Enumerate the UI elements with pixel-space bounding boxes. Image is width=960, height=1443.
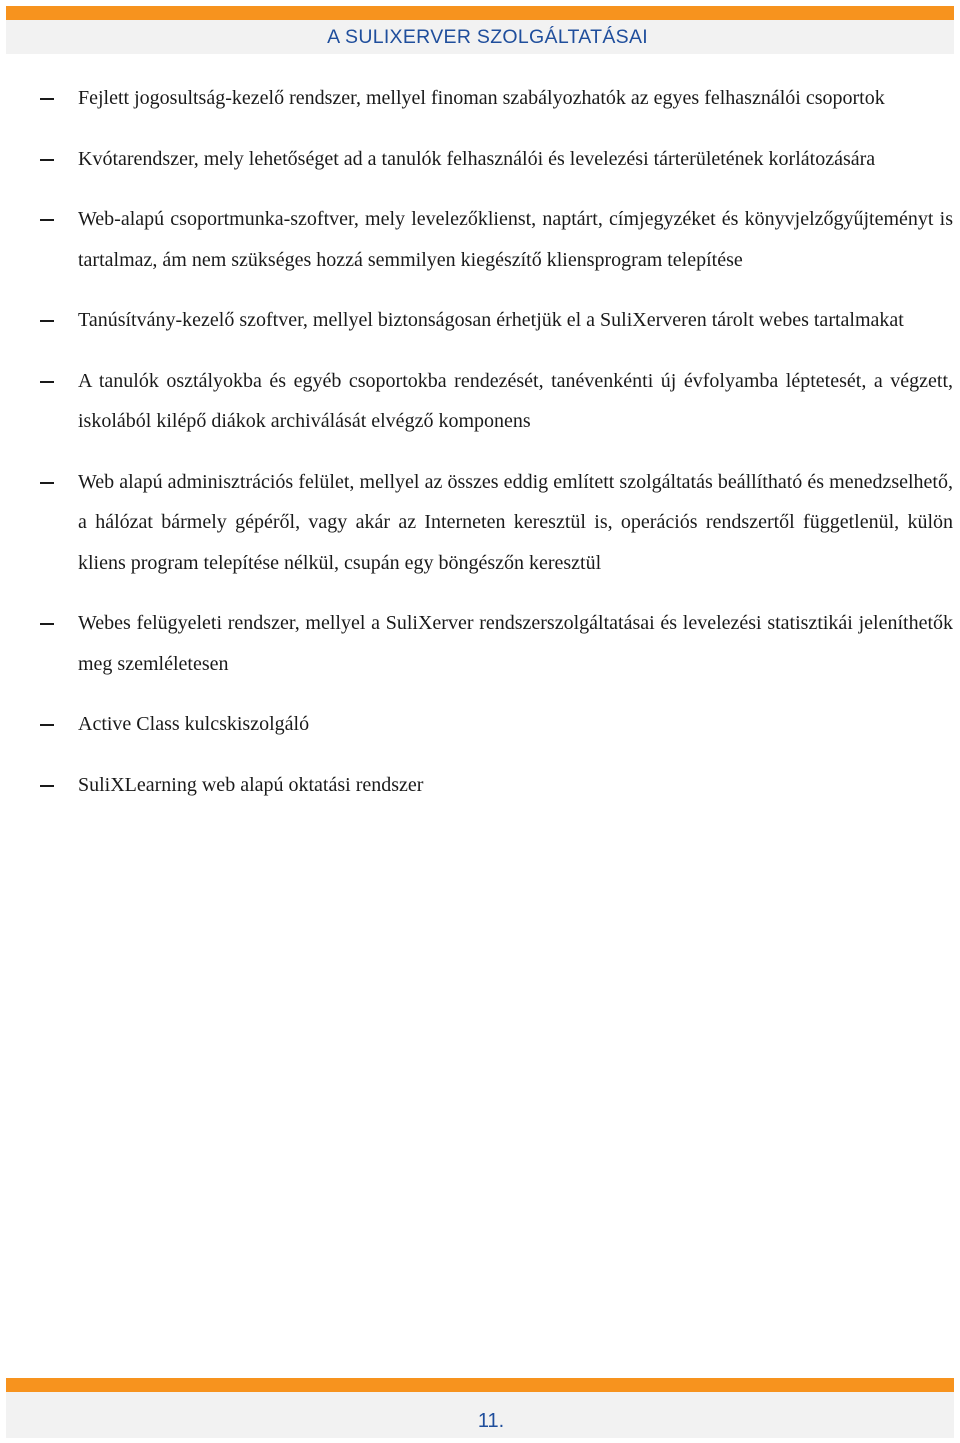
list-item bbox=[40, 704, 953, 745]
list-item bbox=[40, 462, 953, 584]
list-item-text: Tanúsítvány-kezelő szoftver, mellyel biztonságosan érhetjük el a SuliXerveren tárolt webes tartalmakat bbox=[78, 309, 904, 331]
list-item-text: Web-alapú csoportmunka-szoftver, mely levelezőklienst, naptárt, címjegyzéket és könyvjelzőgyűjteményt is tartalmaz, ám nem szükséges hozzá semmilyen kiegészítő kliensprogram telepítése bbox=[78, 208, 953, 271]
header-accent-bar bbox=[6, 6, 954, 20]
dash-bullet-icon bbox=[40, 199, 78, 239]
dash-bullet-icon bbox=[40, 300, 78, 340]
list-item-text: Web alapú adminisztrációs felület, mellyel az összes eddig említett szolgáltatás beállítható és menedzselhető, a hálózat bármely gépéről, vagy akár az Interneten keresztül is, operációs rendszertől függetlenül, külön kliens program telepítése nélkül, csupán egy böngészőn keresztül bbox=[78, 470, 953, 574]
dash-bullet-icon bbox=[40, 765, 78, 805]
dash-bullet-icon bbox=[40, 139, 78, 179]
list-item bbox=[40, 199, 953, 280]
list-item bbox=[40, 603, 953, 684]
list-item-text: A tanulók osztályokba és egyéb csoportokba rendezését, tanévenkénti új évfolyamba léptetesét, a végzett, iskolából kilépő diákok archiválását elvégző komponens bbox=[78, 369, 953, 432]
dash-bullet-icon bbox=[40, 462, 78, 502]
list-item bbox=[40, 78, 953, 119]
list-item-text: Active Class kulcskiszolgáló bbox=[78, 713, 310, 735]
list-item bbox=[40, 765, 953, 806]
list-item-text: Kvótarendszer, mely lehetőséget ad a tanulók felhasználói és levelezési tárterületének korlátozására bbox=[78, 147, 876, 170]
page-header-title: A SULIXERVER SZOLGÁLTATÁSAI bbox=[327, 26, 648, 48]
list-item-text: Webes felügyeleti rendszer, mellyel a SuliXerver rendszerszolgáltatásai és levelezési statisztikái jeleníthetők meg szemléletesen bbox=[78, 612, 953, 675]
dash-bullet-icon bbox=[40, 78, 78, 118]
footer-accent-bar bbox=[6, 1378, 954, 1392]
dash-bullet-icon bbox=[40, 704, 78, 744]
list-item bbox=[40, 361, 953, 442]
dash-bullet-icon bbox=[40, 361, 78, 401]
list-item-text: SuliXLearning web alapú oktatási rendszer bbox=[78, 773, 424, 796]
dash-bullet-icon bbox=[40, 603, 78, 643]
list-item bbox=[40, 139, 953, 180]
list-item bbox=[40, 300, 953, 341]
page-number: 11. bbox=[477, 1410, 505, 1432]
feature-list bbox=[40, 78, 953, 825]
list-item-text: Fejlett jogosultság-kezelő rendszer, mellyel finoman szabályozhatók az egyes felhasználói csoportok bbox=[78, 87, 885, 109]
